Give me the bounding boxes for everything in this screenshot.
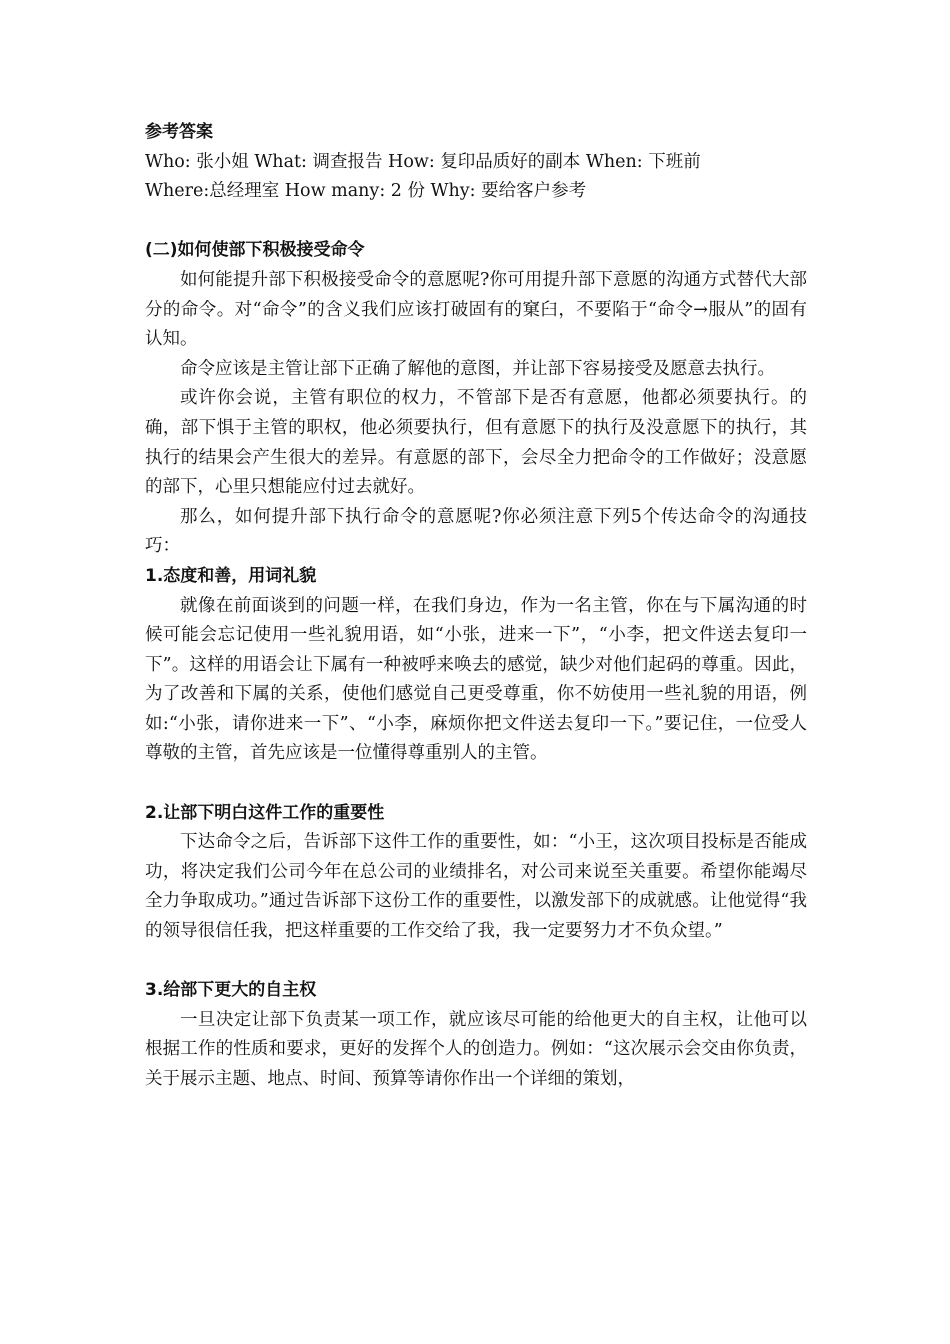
paragraph: 命令应该是主管让部下正确了解他的意图，并让部下容易接受及愿意去执行。	[180, 358, 775, 379]
tip-paragraph: 下达命令之后，告诉部下这件工作的重要性，如：“小王，这次项目投标是否能成功，将决定我们公司今年在总公司的业绩排名，对公司来说至关重要。希望你能竭尽全力争取成功。”通过告诉部下这份工作的重要性，以激发部下的成就感。让他觉得“我的领导很信任我，把这样重要的工作交给了我，我一定要努力才不负众望。”	[145, 832, 807, 942]
paragraph: 那么，如何提升部下执行命令的意愿呢?你必须注意下列5个传达命令的沟通技巧：	[145, 506, 807, 557]
tip-paragraph: 一旦决定让部下负责某一项工作，就应该尽可能的给他更大的自主权，让他可以根据工作的性质和要求，更好的发挥个人的创造力。例如：“这次展示会交由你负责，关于展示主题、地点、时间、预算等请你作出一个详细的策划，	[145, 1009, 807, 1089]
tip-heading: 3.给部下更大的自主权	[145, 980, 317, 1001]
section-heading: (二)如何使部下积极接受命令	[145, 240, 365, 261]
answer-line-2: Where:总经理室 How many: 2 份 Why: 要给客户参考	[145, 181, 587, 202]
tip-heading: 1.态度和善，用词礼貌	[145, 565, 317, 586]
answer-heading: 参考答案	[145, 122, 213, 142]
tip-paragraph: 就像在前面谈到的问题一样，在我们身边，作为一名主管，你在与下属沟通的时候可能会忘记使用一些礼貌用语，如“小张，进来一下”，“小李，把文件送去复印一下”。这样的用语会让下属有一种被呼来唤去的感觉，缺少对他们起码的尊重。因此，为了改善和下属的关系，使他们感觉自己更受尊重，你不妨使用一些礼貌的用语，例如:“小张，请你进来一下”、“小李，麻烦你把文件送去复印一下。”要记住，一位受人尊敬的主管，首先应该是一位懂得尊重别人的主管。	[145, 595, 807, 764]
paragraph: 如何能提升部下积极接受命令的意愿呢?你可用提升部下意愿的沟通方式替代大部分的命令。对“命令”的含义我们应该打破固有的窠臼，不要陷于“命令→服从”的固有认知。	[145, 269, 807, 350]
answer-line-1: Who: 张小姐 What: 调查报告 How: 复印品质好的副本 When: 下班前	[145, 151, 701, 172]
paragraph: 或许你会说，主管有职位的权力，不管部下是否有意愿，他都必须要执行。的确，部下惧于主管的职权，他必须要执行，但有意愿下的执行及没意愿下的执行，其执行的结果会产生很大的差异。有意愿的部下，会尽全力把命令的工作做好；没意愿的部下，心里只想能应付过去就好。	[145, 388, 807, 498]
document-page	[145, 118, 807, 1095]
tip-heading: 2.让部下明白这件工作的重要性	[145, 802, 385, 823]
